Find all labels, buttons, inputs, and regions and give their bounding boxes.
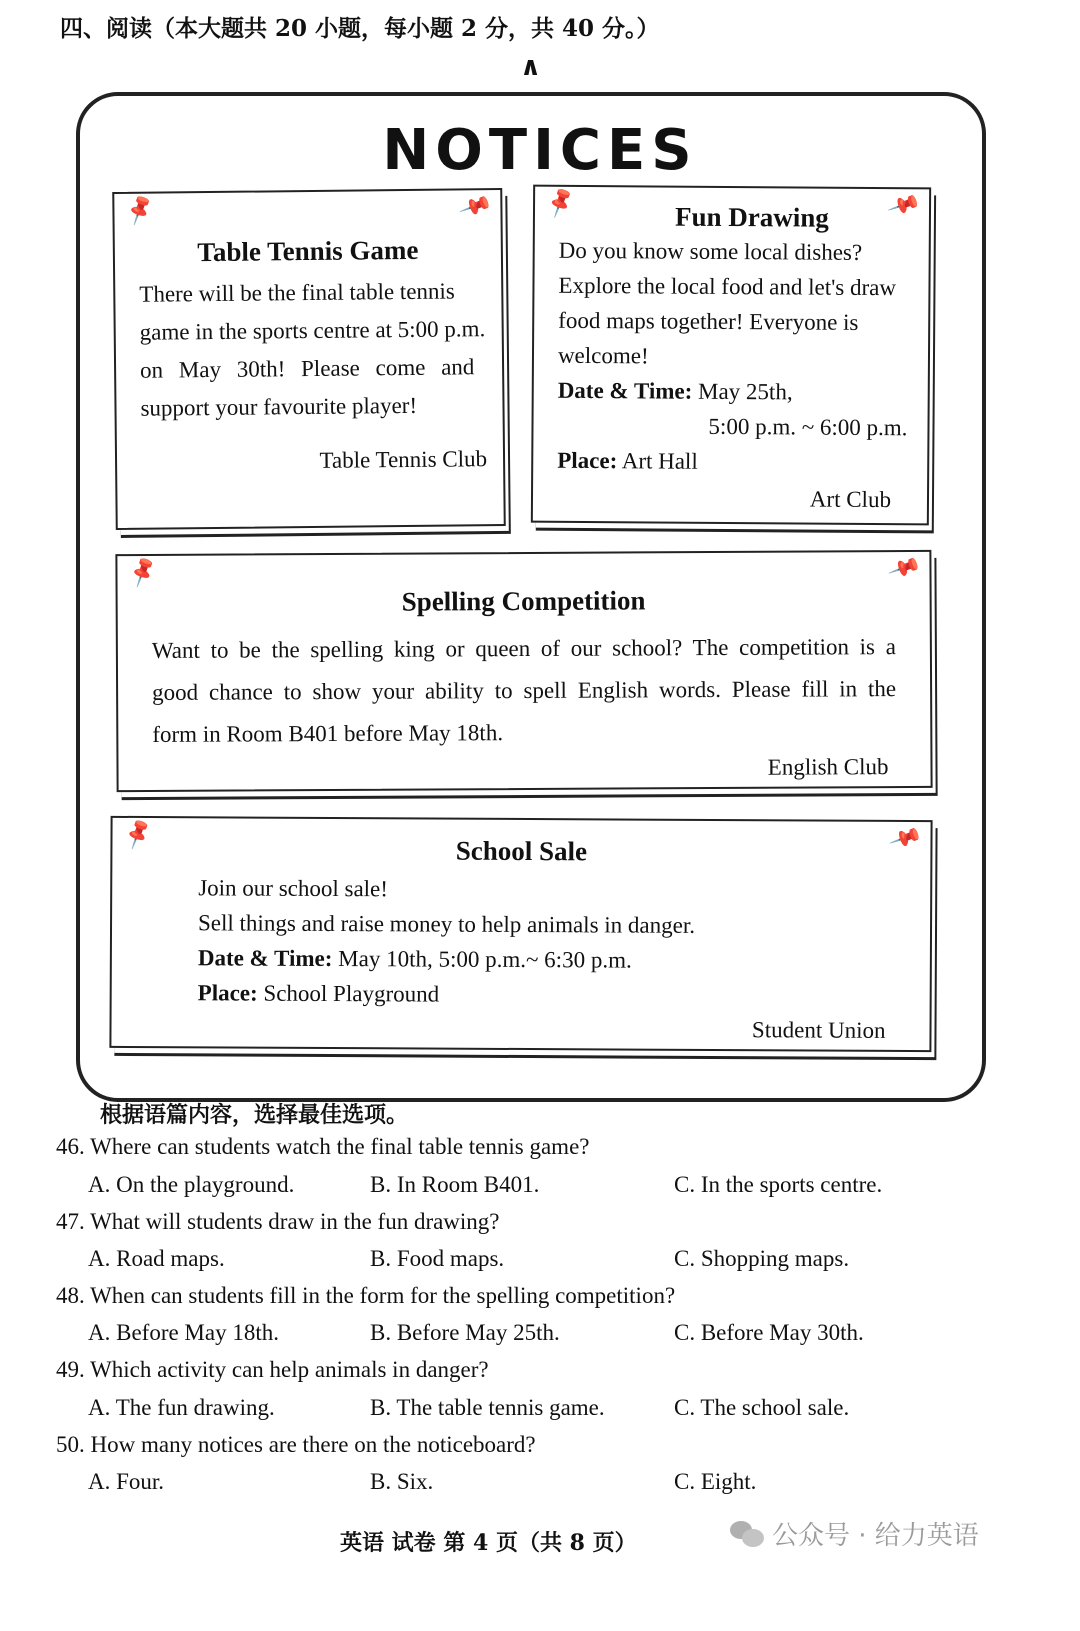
- pushpin-icon: 📌: [885, 188, 922, 223]
- noticeboard-title: NOTICES: [382, 118, 698, 183]
- question-50: 50. How many notices are there on the noticeboard?: [56, 1432, 536, 1457]
- option-a: A. The fun drawing.: [88, 1395, 275, 1420]
- question-47: 47. What will students draw in the fun drawing?: [56, 1209, 500, 1234]
- date-time-line: Date & Time: May 25th,: [557, 377, 793, 405]
- pushpin-icon: 📌: [886, 551, 922, 586]
- notice-signature: Art Club: [809, 486, 892, 513]
- question-48: 48. When can students fill in the form for the spelling competition?: [56, 1283, 676, 1308]
- date-time-line: Date & Time: May 10th, 5:00 p.m.~ 6:30 p.m.: [197, 945, 632, 973]
- question-46: 46. Where can students watch the final table tennis game?: [56, 1134, 590, 1159]
- option-c: C. Shopping maps.: [674, 1246, 850, 1271]
- option-a: A. Before May 18th.: [88, 1320, 279, 1345]
- notice-school-sale: [109, 816, 932, 1052]
- option-a: A. Four.: [88, 1469, 165, 1494]
- option-c: C. The school sale.: [674, 1395, 850, 1420]
- option-c: C. Eight.: [674, 1469, 757, 1494]
- notice-body: Do you know some local dishes? Explore the local food and let's draw food maps together! Everyone is welcome! Date & Time: May 25th, 5:00 p.m. ~ 6:00 p.m. Place: Art Hall: [557, 233, 929, 481]
- notice-body: There will be the final table tennis game in the sports centre at 5:00 p.m. on May 30th! Please come and support your favourite player!: [139, 278, 486, 421]
- option-c: C. In the sports centre.: [674, 1172, 883, 1197]
- page-footer: 英语 试卷 第 4 页（共 8 页）: [340, 1530, 637, 1556]
- watermark-text: 公众号 · 给力英语: [772, 1521, 979, 1551]
- notice-title: Spelling Competition: [401, 585, 646, 617]
- notice-fun-drawing: [531, 185, 931, 526]
- pushpin-icon: 📌: [887, 821, 923, 856]
- caret-mark: ∧: [520, 52, 542, 82]
- notice-signature: Table Tennis Club: [319, 446, 488, 473]
- option-b: B. The table tennis game.: [370, 1395, 605, 1420]
- notice-spelling: [115, 550, 932, 792]
- place-line: Place: School Playground: [197, 980, 440, 1007]
- pushpin-icon: 📌: [543, 186, 579, 221]
- option-b: B. In Room B401.: [370, 1172, 540, 1197]
- notice-signature: Student Union: [751, 1017, 886, 1043]
- instruction: 根据语篇内容，选择最佳选项。: [100, 1102, 409, 1128]
- notice-body: Want to be the spelling king or queen of our school? The competition is a good chance to show your ability to spell English words. Please fill in the form in Room B401 before May 18th.: [151, 634, 897, 747]
- pushpin-icon: 📌: [122, 193, 158, 228]
- pushpin-icon: 📌: [125, 555, 161, 590]
- option-a: A. Road maps.: [88, 1246, 225, 1271]
- section-title: 四、阅读（本大题共 20 小题，每小题 2 分，共 40 分。）: [60, 15, 660, 42]
- pushpin-icon: 📌: [457, 189, 493, 224]
- option-c: C. Before May 30th.: [674, 1320, 864, 1345]
- notice-title: Table Tennis Game: [197, 234, 419, 268]
- notice-table-tennis: [112, 188, 506, 530]
- wechat-icon: [730, 1521, 764, 1547]
- pushpin-icon: 📌: [120, 817, 156, 852]
- option-b: B. Six.: [370, 1469, 434, 1494]
- watermark: [730, 1515, 979, 1552]
- notice-body: Join our school sale! Sell things and raise money to help animals in danger. Date & Time: May 10th, 5:00 p.m.~ 6:30 p.m. Place: School Playground: [198, 870, 899, 1014]
- option-b: B. Before May 25th.: [370, 1320, 560, 1345]
- notice-title: Fun Drawing: [674, 201, 829, 233]
- notice-title: School Sale: [455, 835, 588, 867]
- place-line: Place: Art Hall: [557, 447, 698, 474]
- question-49: 49. Which activity can help animals in danger?: [56, 1357, 489, 1382]
- option-a: A. On the playground.: [88, 1172, 295, 1197]
- notice-signature: English Club: [767, 754, 889, 780]
- option-b: B. Food maps.: [370, 1246, 505, 1271]
